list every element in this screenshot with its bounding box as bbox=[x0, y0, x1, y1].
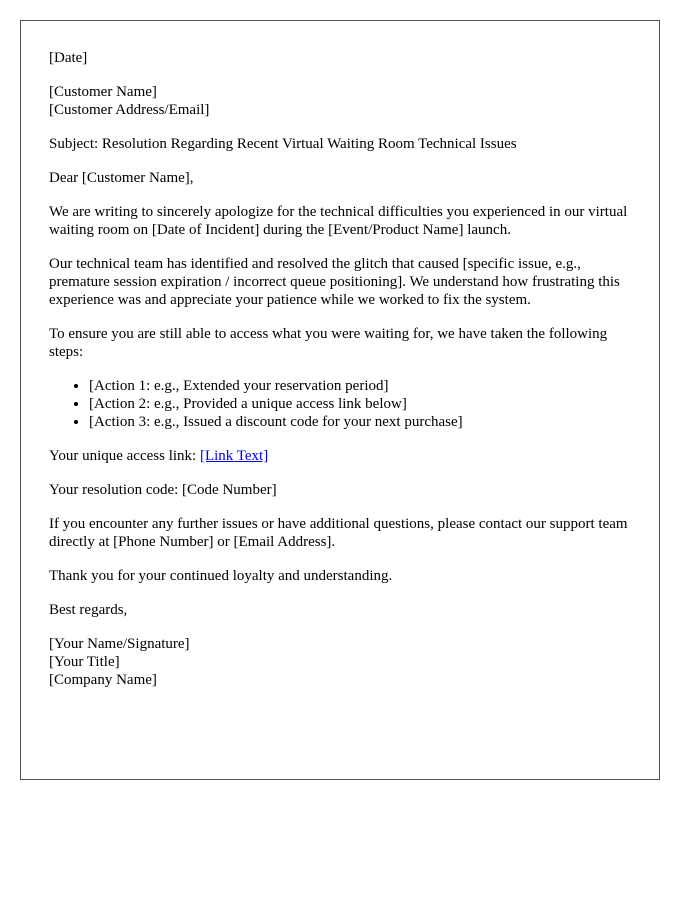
access-link-label: Your unique access link: bbox=[49, 448, 200, 464]
access-link[interactable]: [Link Text] bbox=[199, 448, 269, 464]
signature-name: [Your Name/Signature] bbox=[49, 636, 190, 652]
actions-list bbox=[49, 377, 631, 431]
access-link-line bbox=[49, 447, 631, 465]
action-item-2: • [Action 2: e.g., Provided a unique access link below] bbox=[89, 395, 631, 413]
letter-page bbox=[20, 20, 660, 780]
recipient-name: [Customer Name] bbox=[49, 84, 157, 100]
contact-paragraph: If you encounter any further issues or have additional questions, please contact our support team directly at [Phone Number] or [Email Address]. bbox=[49, 516, 628, 550]
signature-title: [Your Title] bbox=[49, 654, 120, 670]
action-item-3: • [Action 3: e.g., Issued a discount code for your next purchase] bbox=[89, 413, 631, 431]
letter-salutation: Dear [Customer Name], bbox=[49, 170, 194, 186]
signature-company: [Company Name] bbox=[49, 672, 157, 688]
letter-date: [Date] bbox=[49, 50, 88, 66]
recipient-address: [Customer Address/Email] bbox=[49, 102, 210, 118]
thanks-line: Thank you for your continued loyalty and understanding. bbox=[49, 568, 393, 584]
letter-subject: Subject: Resolution Regarding Recent Virtual Waiting Room Technical Issues bbox=[49, 136, 517, 152]
action-item-1: • [Action 1: e.g., Extended your reservation period] bbox=[89, 377, 631, 395]
apology-paragraph: We are writing to sincerely apologize for the technical difficulties you experienced in our virtual waiting room on [Date of Incident] during the [Event/Product Name] launch. bbox=[49, 204, 628, 238]
resolution-paragraph: Our technical team has identified and resolved the glitch that caused [specific issue, e.g., premature session expiration / incorrect queue positioning]. We understand how frustrating this experience was and appreciate your patience while we worked to fix the system. bbox=[49, 256, 620, 308]
closing-line: Best regards, bbox=[49, 602, 128, 618]
recipient-block bbox=[49, 83, 631, 119]
signature-block bbox=[49, 635, 631, 689]
resolution-code-line: Your resolution code: [Code Number] bbox=[49, 482, 277, 498]
steps-intro-paragraph: To ensure you are still able to access what you were waiting for, we have taken the following steps: bbox=[49, 326, 608, 360]
